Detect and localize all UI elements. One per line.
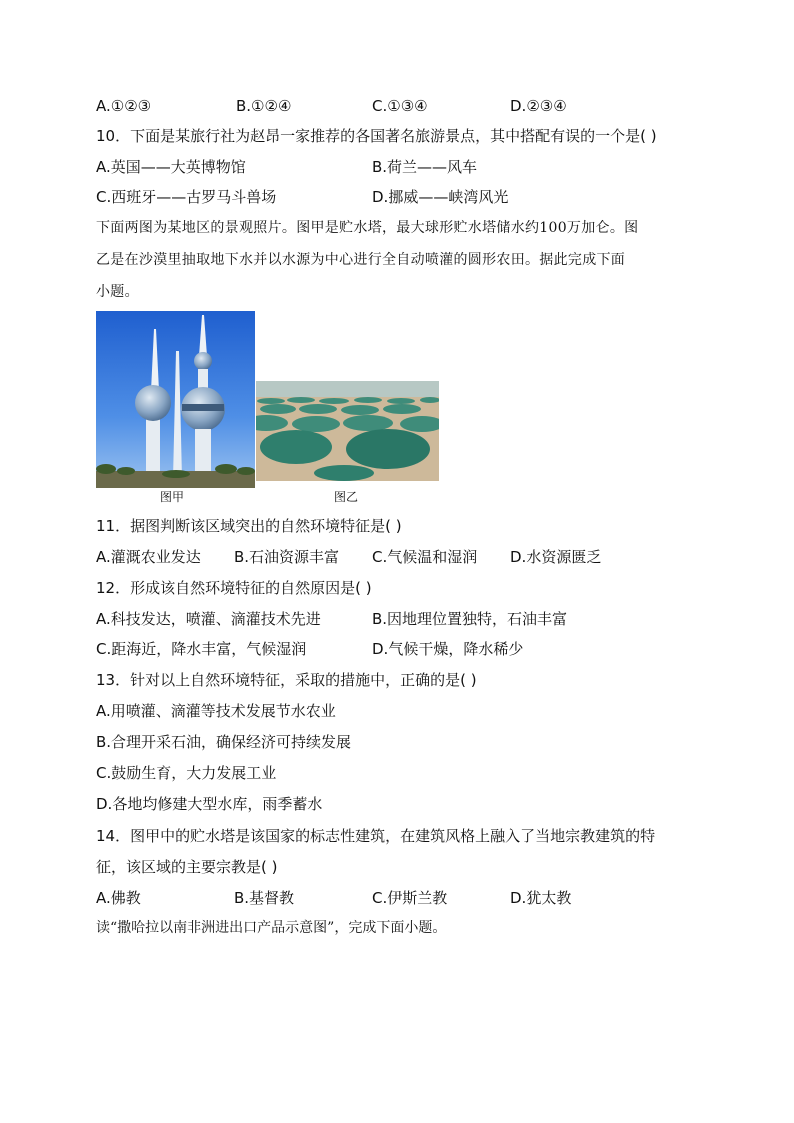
q12-option-b: B.因地理位置独特，石油丰富 xyxy=(372,610,568,628)
q12-option-c: C.距海近，降水丰富，气候湿润 xyxy=(96,640,307,658)
q10-option-b: B.荷兰——风车 xyxy=(372,158,478,176)
intro-line-1: 下面两图为某地区的景观照片。图甲是贮水塔，最大球形贮水塔储水约100万加仑。图 xyxy=(96,220,639,236)
figure-water-towers-photo xyxy=(96,311,255,488)
q13-stem: 13．针对以上自然环境特征，采取的措施中，正确的是( ) xyxy=(96,671,477,689)
q9-option-a: A.①②③ xyxy=(96,97,152,115)
q12-option-d: D.气候干燥，降水稀少 xyxy=(372,640,524,658)
intro-paragraph xyxy=(96,212,700,308)
q11-option-a: A.灌溉农业发达 xyxy=(96,548,201,566)
q10-option-a: A.英国——大英博物馆 xyxy=(96,158,246,176)
figure-right-caption: 图乙 xyxy=(334,490,359,504)
q13-option-a: A.用喷灌、滴灌等技术发展节水农业 xyxy=(96,702,336,720)
q11-option-b: B.石油资源丰富 xyxy=(234,548,340,566)
figure-irrigation-fields-photo xyxy=(256,381,439,481)
q13-option-d: D.各地均修建大型水库，雨季蓄水 xyxy=(96,795,323,813)
q14-stem-line-1: 14．图甲中的贮水塔是该国家的标志性建筑，在建筑风格上融入了当地宗教建筑的特 xyxy=(96,827,656,845)
q10-option-c: C.西班牙——古罗马斗兽场 xyxy=(96,188,277,206)
intro-line-2: 乙是在沙漠里抽取地下水并以水源为中心进行全自动喷灌的圆形农田。据此完成下面 xyxy=(96,252,626,268)
intro-2: 读“撒哈拉以南非洲进出口产品示意图”，完成下面小题。 xyxy=(96,920,447,936)
q10-option-d: D.挪威——峡湾风光 xyxy=(372,188,509,206)
q14-option-a: A.佛教 xyxy=(96,889,141,907)
q11-option-c: C.气候温和湿润 xyxy=(372,548,478,566)
q14-option-d: D.犹太教 xyxy=(510,889,572,907)
q10-stem: 10．下面是某旅行社为赵昂一家推荐的各国著名旅游景点，其中搭配有误的一个是( ) xyxy=(96,127,657,145)
q14-option-c: C.伊斯兰教 xyxy=(372,889,448,907)
q13-option-b: B.合理开采石油，确保经济可持续发展 xyxy=(96,733,352,751)
q11-stem: 11．据图判断该区域突出的自然环境特征是( ) xyxy=(96,517,402,535)
q9-option-c: C.①③④ xyxy=(372,97,428,115)
q11-option-d: D.水资源匮乏 xyxy=(510,548,602,566)
intro-line-3: 小题。 xyxy=(96,284,139,300)
q9-option-d: D.②③④ xyxy=(510,97,567,115)
q9-option-b: B.①②④ xyxy=(236,97,292,115)
figure-left-caption: 图甲 xyxy=(160,490,185,504)
q14-stem-line-2: 征，该区域的主要宗教是( ) xyxy=(96,858,278,876)
q12-stem: 12．形成该自然环境特征的自然原因是( ) xyxy=(96,579,372,597)
q13-option-c: C.鼓励生育，大力发展工业 xyxy=(96,764,277,782)
q14-option-b: B.基督教 xyxy=(234,889,295,907)
q12-option-a: A.科技发达，喷灌、滴灌技术先进 xyxy=(96,610,321,628)
